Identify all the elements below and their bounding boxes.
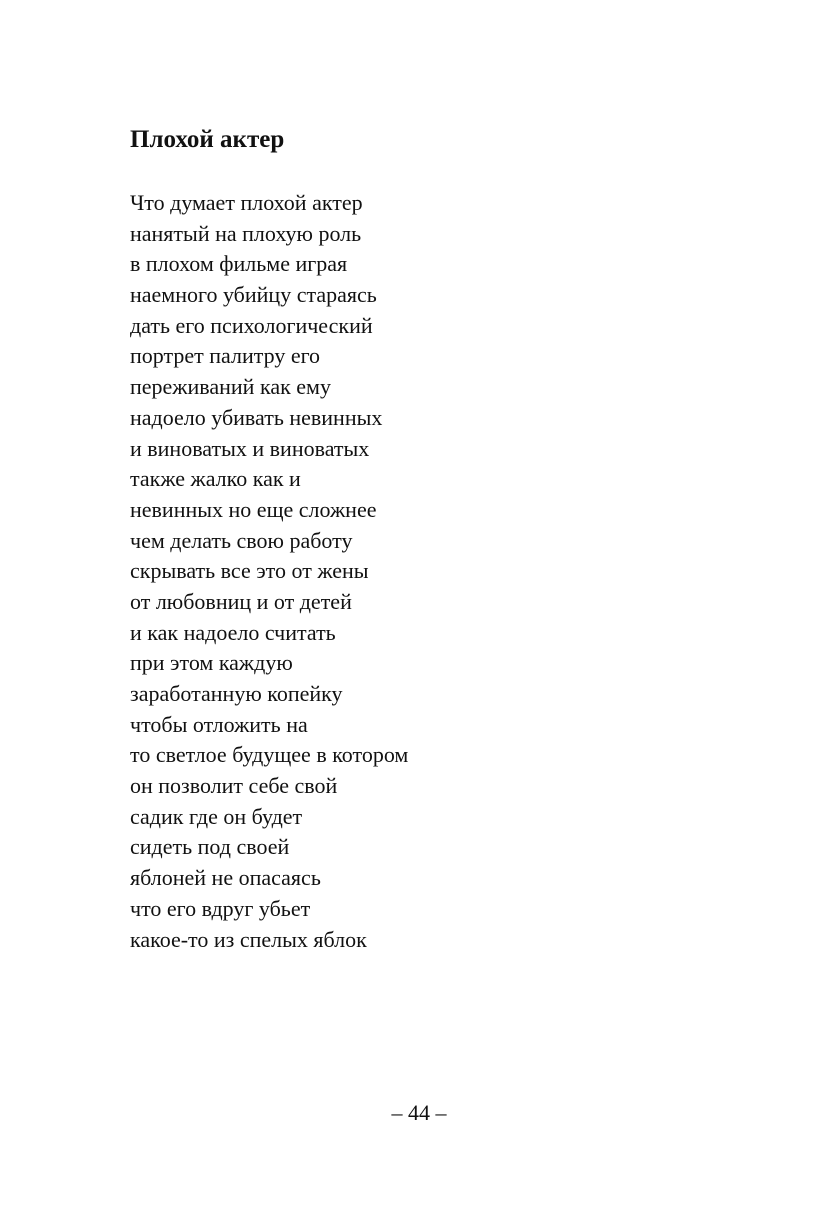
poem-line: чтобы отложить на	[130, 711, 308, 737]
poem-line: какое-то из спелых яблок	[130, 926, 367, 952]
poem-line: скрывать все это от жены	[130, 558, 369, 584]
poem-line: нанятый на плохую роль	[130, 220, 362, 246]
poem-line: садик где он будет	[130, 803, 303, 829]
poem-line: Что думает плохой актер	[130, 190, 363, 215]
poem-line: от любовниц и от детей	[130, 588, 352, 614]
poem-line: чем делать свою работу	[130, 527, 353, 553]
poem-line: надоело убивать невинных	[130, 404, 383, 430]
poem-line: наемного убийцу стараясь	[130, 282, 377, 308]
poem-title: Плохой актер	[130, 126, 285, 153]
poem-line: яблоней не опасаясь	[130, 865, 321, 891]
poem-line: он позволит себе свой	[130, 773, 338, 799]
poem-line: при этом каждую	[130, 650, 293, 676]
poem-line: в плохом фильме играя	[130, 251, 348, 277]
poem-line: и виноватых и виноватых	[130, 435, 370, 461]
poem-body	[130, 188, 408, 955]
poem-line: дать его психологический	[130, 312, 373, 338]
poem-line: сидеть под своей	[130, 834, 290, 860]
poem-line: переживаний как ему	[130, 374, 331, 400]
poem-line: то светлое будущее в котором	[130, 742, 409, 768]
page-number: – 44 –	[391, 1100, 447, 1125]
poem-line: портрет палитру его	[130, 343, 321, 369]
poem-line: что его вдруг убьет	[130, 895, 311, 921]
poem-line: также жалко как и	[130, 466, 301, 492]
poem-line: невинных но еще сложнее	[130, 496, 377, 522]
poem-line: заработанную копейку	[130, 681, 343, 706]
poem-line: и как надоело считать	[130, 619, 336, 645]
